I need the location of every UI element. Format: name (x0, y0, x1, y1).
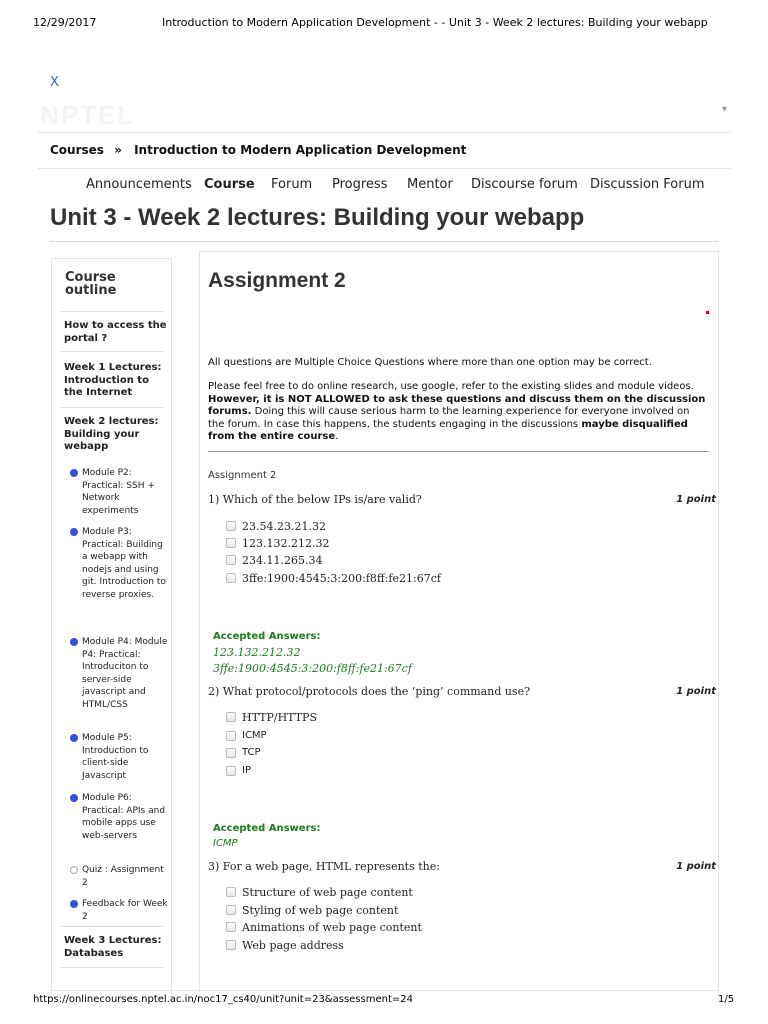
tab-discussion-forum[interactable]: Discussion Forum (590, 177, 705, 192)
completed-dot-icon (70, 469, 78, 477)
divider (208, 451, 709, 452)
tab-course[interactable]: Course (204, 177, 255, 192)
question-2-points: 1 point (676, 686, 716, 697)
site-logo[interactable]: NPTEL (40, 100, 136, 130)
checkbox[interactable] (226, 521, 236, 531)
question-3-points: 1 point (676, 861, 716, 872)
divider (61, 926, 163, 927)
sidebar-item-how-to-access[interactable]: How to access the portal ? (64, 320, 167, 344)
accepted-answer: 123.132.212.32 (213, 646, 301, 659)
accepted-answers-label: Accepted Answers: (213, 823, 321, 834)
close-icon[interactable]: X (50, 75, 59, 90)
required-marker (706, 311, 709, 314)
divider (50, 241, 718, 242)
breadcrumb-separator: » (114, 143, 122, 157)
accepted-answer: 3ffe:1900:4545:3:200:f8ff:fe21:67cf (213, 662, 412, 675)
checkbox[interactable] (226, 731, 236, 741)
question-1-text: 1) Which of the below IPs is/are valid? (208, 493, 422, 506)
divider (50, 990, 718, 991)
checkbox[interactable] (226, 748, 236, 758)
completed-dot-icon (70, 528, 78, 536)
divider (61, 407, 163, 408)
checkbox[interactable] (226, 538, 236, 548)
page-title: Unit 3 - Week 2 lectures: Building your webapp (50, 204, 585, 231)
checkbox[interactable] (226, 922, 236, 932)
completed-dot-icon (70, 794, 78, 802)
breadcrumb (50, 143, 466, 157)
divider (38, 168, 731, 169)
incomplete-dot-icon (70, 866, 78, 874)
checkbox[interactable] (226, 712, 236, 722)
tab-forum[interactable]: Forum (271, 177, 313, 192)
accepted-answers-label: Accepted Answers: (213, 631, 321, 642)
tab-discourse-forum[interactable]: Discourse forum (471, 177, 578, 192)
tab-announcements[interactable]: Announcements (86, 177, 192, 192)
sidebar-item-week-2[interactable]: Week 2 lectures: Building your webapp (64, 416, 159, 452)
print-date: 12/29/2017 (33, 16, 97, 29)
checkbox[interactable] (226, 766, 236, 776)
tab-progress[interactable]: Progress (332, 177, 388, 192)
print-page-number: 1/5 (718, 994, 735, 1005)
chevron-down-icon[interactable]: ▾ (722, 104, 728, 115)
completed-dot-icon (70, 638, 78, 646)
checkbox[interactable] (226, 573, 236, 583)
sidebar-title: Course outline (65, 270, 117, 298)
print-doc-title: Introduction to Modern Application Development - - Unit 3 - Week 2 lectures: Building your webapp (162, 16, 708, 29)
course-outline-sidebar: Course outline How to access the portal ? Week 1 Lectures: Introduction to the Internet Week 2 lectures: Building your webapp Module P2: Practical: SSH + Network experiments Module P3: Practical: Building a webapp with nodejs and using git. Introduction to reverse proxies. Module P4: Module P4: Practical: Introduciton to server-side javascript and HTML/CSS Module P5: Introduction to client-side Javascript Module P6: Practical: APIs and mobile apps use web-servers Quiz : Assignment 2 Feedback for Week 2 Week 3 Lectures: Databases (51, 258, 172, 998)
question-2-text: 2) What protocol/protocols does the ‘ping’ command use? (208, 685, 530, 698)
divider (61, 311, 163, 312)
assignment-panel: Assignment 2 All questions are Multiple Choice Questions where more than one option may be correct. Please feel free to do online research, use google, refer to the existing slides and module videos. However, it is NOT ALLOWED to ask these questions and discuss them on the discussion forums. Doing this will cause serious harm to the learning experience for everyone involved on the forum. In case this happens, the students engaging in the discussions maybe disqualified from the entire course. Assignment 2 1) Which of the below IPs is/are valid? 1 point 23.54.23.21.32 123.132.212.32 234.11.265.34 3ffe:1900:4545:3:200:f8ff:fe21:67cf Accepted Answers: 123.132.212.32 3ffe:1900:4545:3:200:f8ff:fe21:67cf 2) What protocol/protocols does the ‘ping’ command use? 1 point HTTP/HTTPS ICMP TCP IP Accepted Answers: ICMP 3) For a web page, HTML represents the: 1 point Structure of web page content Styling of web page content Animations of web page content Web page address (199, 251, 719, 1001)
tab-mentor[interactable]: Mentor (407, 177, 453, 192)
divider (61, 967, 163, 968)
intro-rules: Please feel free to do online research, use google, refer to the existing slides and module videos. However, it is NOT ALLOWED to ask these questions and discuss them on the discussion forums. Doing this will cause serious harm to the learning experience for everyone involved on the forum. In case this happens, the students engaging in the discussions maybe disqualified from the entire course. (208, 381, 706, 443)
intro-text: All questions are Multiple Choice Questions where more than one option may be correct. (208, 357, 652, 368)
question-3-text: 3) For a web page, HTML represents the: (208, 860, 440, 873)
question-1-points: 1 point (676, 494, 716, 505)
print-url: https://onlinecourses.nptel.ac.in/noc17_cs40/unit?unit=23&assessment=24 (33, 994, 413, 1005)
breadcrumb-courses-link[interactable]: Courses (50, 143, 104, 157)
sidebar-item-week-1[interactable]: Week 1 Lectures: Introduction to the Internet (64, 362, 162, 398)
checkbox[interactable] (226, 555, 236, 565)
checkbox[interactable] (226, 887, 236, 897)
divider (38, 132, 731, 133)
checkbox[interactable] (226, 905, 236, 915)
completed-dot-icon (70, 734, 78, 742)
completed-dot-icon (70, 900, 78, 908)
sidebar-item-week-3[interactable]: Week 3 Lectures: Databases (64, 935, 162, 959)
assignment-subheading: Assignment 2 (208, 470, 277, 481)
breadcrumb-course-link[interactable]: Introduction to Modern Application Development (134, 143, 467, 157)
checkbox[interactable] (226, 940, 236, 950)
divider (61, 351, 163, 352)
assignment-title: Assignment 2 (208, 269, 346, 292)
accepted-answer: ICMP (213, 838, 238, 849)
